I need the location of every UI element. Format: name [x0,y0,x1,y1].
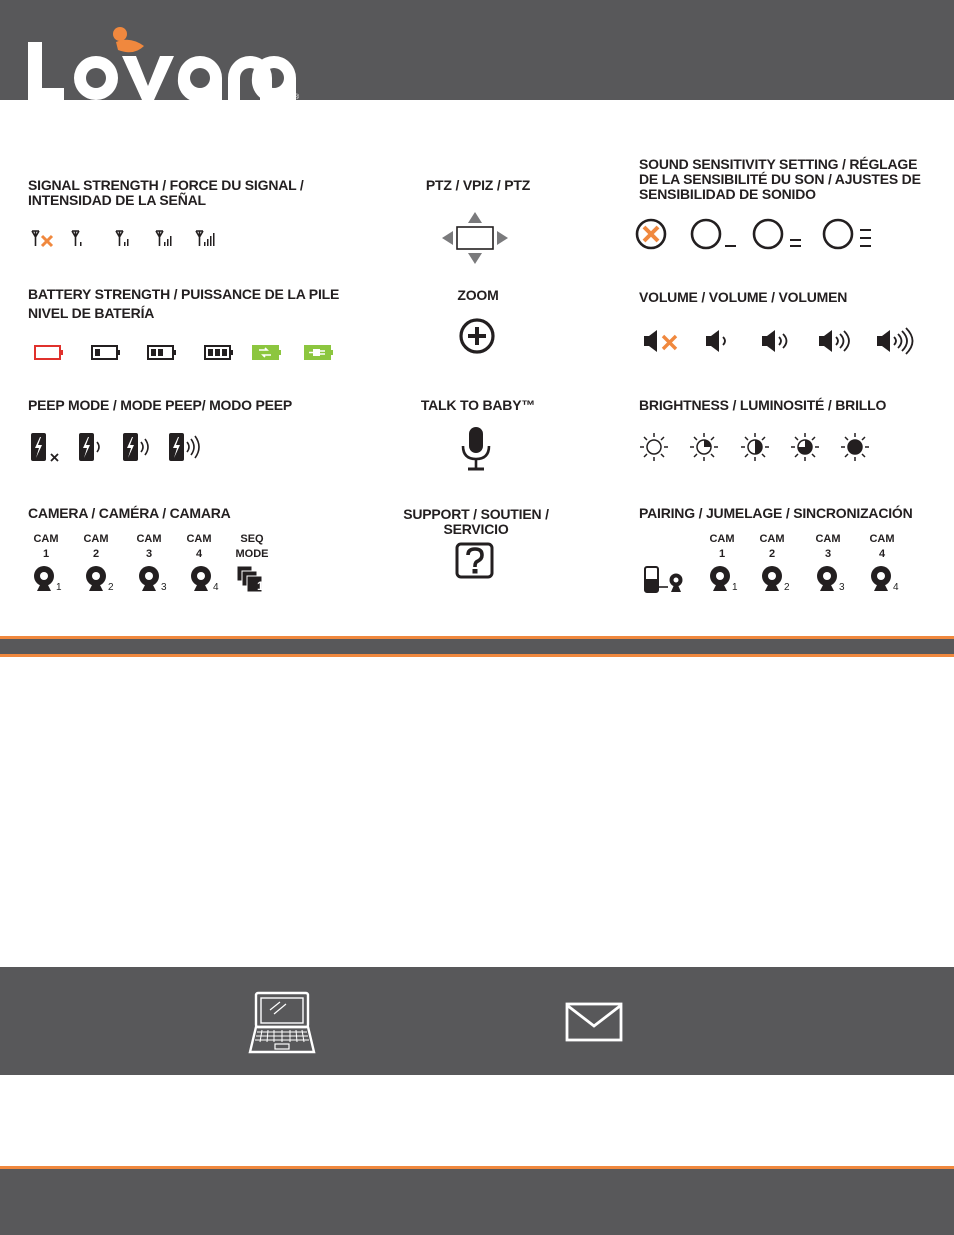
camera-sub-3: 3 [161,582,167,593]
zoom-in-icon [457,316,497,356]
battery-1-icon [92,346,120,359]
levana-logo [26,26,306,102]
zoom-title: ZOOM [457,287,499,303]
talk-to-baby-title: TALK TO BABY™ [420,397,536,413]
seq-mode-sub: 1 [257,579,264,593]
battery-empty-icon [35,346,63,359]
pairing-sub-4: 4 [893,582,899,593]
brightness-icons [638,431,878,463]
pairing-icon [645,567,683,592]
microphone-icon [460,426,492,472]
brightness-1-icon [640,433,668,461]
volume-1-icon [706,330,719,352]
help-icon [455,542,495,579]
camera-label-2: CAM 2 [83,533,109,560]
laptop-icon[interactable] [248,990,316,1058]
divider-band [0,639,954,654]
pairing-sub-2: 2 [784,582,790,593]
battery-icons [34,344,334,362]
battery-2-icon [148,346,176,359]
camera-label-4: CAM 4 [186,533,212,560]
camera-label-seq: SEQ MODE [235,533,269,560]
camera-title: CAMERA / CAMÉRA / CAMARA [28,505,231,521]
battery-3-icon [205,346,233,359]
pairing-icons [643,565,903,595]
ptz-arrows-icon [441,211,509,265]
camera-label-1: CAM 1 [33,533,59,560]
signal-4-icon [196,231,203,246]
camera-icons [34,565,274,595]
ptz-title: PTZ / VPIZ / PTZ [425,177,531,193]
divider-bottom-line [0,654,954,657]
volume-4-icon [877,330,890,352]
volume-2-icon [762,330,775,352]
contact-band [0,967,954,1075]
pairing-sub-3: 3 [839,582,845,593]
pairing-label-1: CAM 1 [709,533,735,560]
peep-mode-title: PEEP MODE / MODE PEEP/ MODO PEEP [28,397,293,413]
signal-none-icon [32,231,39,246]
pairing-label-2: CAM 2 [759,533,785,560]
envelope-icon[interactable] [565,1002,623,1042]
pairing-label-4: CAM 4 [869,533,895,560]
pairing-sub-1: 1 [732,582,738,593]
signal-2-icon [116,231,123,246]
brightness-title: BRIGHTNESS / LUMINOSITÉ / BRILLO [639,397,887,413]
pairing-title: PAIRING / JUMELAGE / SINCRONIZACIÓN [639,505,913,521]
signal-3-icon [156,231,163,246]
signal-1-icon [72,231,79,246]
battery-plugged-icon [305,346,333,359]
sound-sensitivity-title: SOUND SENSITIVITY SETTING / RÉGLAGE DE LA SENSIBILITÉ DU SON / AJUSTES DE SENSIBILIDAD DE SONIDO [639,156,921,202]
volume-title: VOLUME / VOLUME / VOLUMEN [639,289,848,305]
peep-mode-icons [30,432,210,464]
camera-sub-4: 4 [213,582,219,593]
camera-sub-1: 1 [56,582,62,593]
support-title: SUPPORT / SOUTIEN / SERVICIO [403,506,549,537]
footer-band [0,1169,954,1235]
signal-strength-icons [30,228,220,250]
battery-charging-icon [253,346,281,359]
registered-mark: ® [294,94,300,101]
battery-strength-title: BATTERY STRENGTH / PUISSANCE DE LA PILE NIVEL DE BATERÍA [28,286,340,321]
volume-icons [643,326,913,358]
camera-label-3: CAM 3 [136,533,162,560]
sound-sensitivity-icons [634,218,879,252]
signal-strength-title: SIGNAL STRENGTH / FORCE DU SIGNAL / INTENSIDAD DE LA SEÑAL [28,177,304,208]
volume-mute-icon [644,330,657,352]
camera-sub-2: 2 [108,582,114,593]
volume-3-icon [819,330,832,352]
pairing-label-3: CAM 3 [815,533,841,560]
